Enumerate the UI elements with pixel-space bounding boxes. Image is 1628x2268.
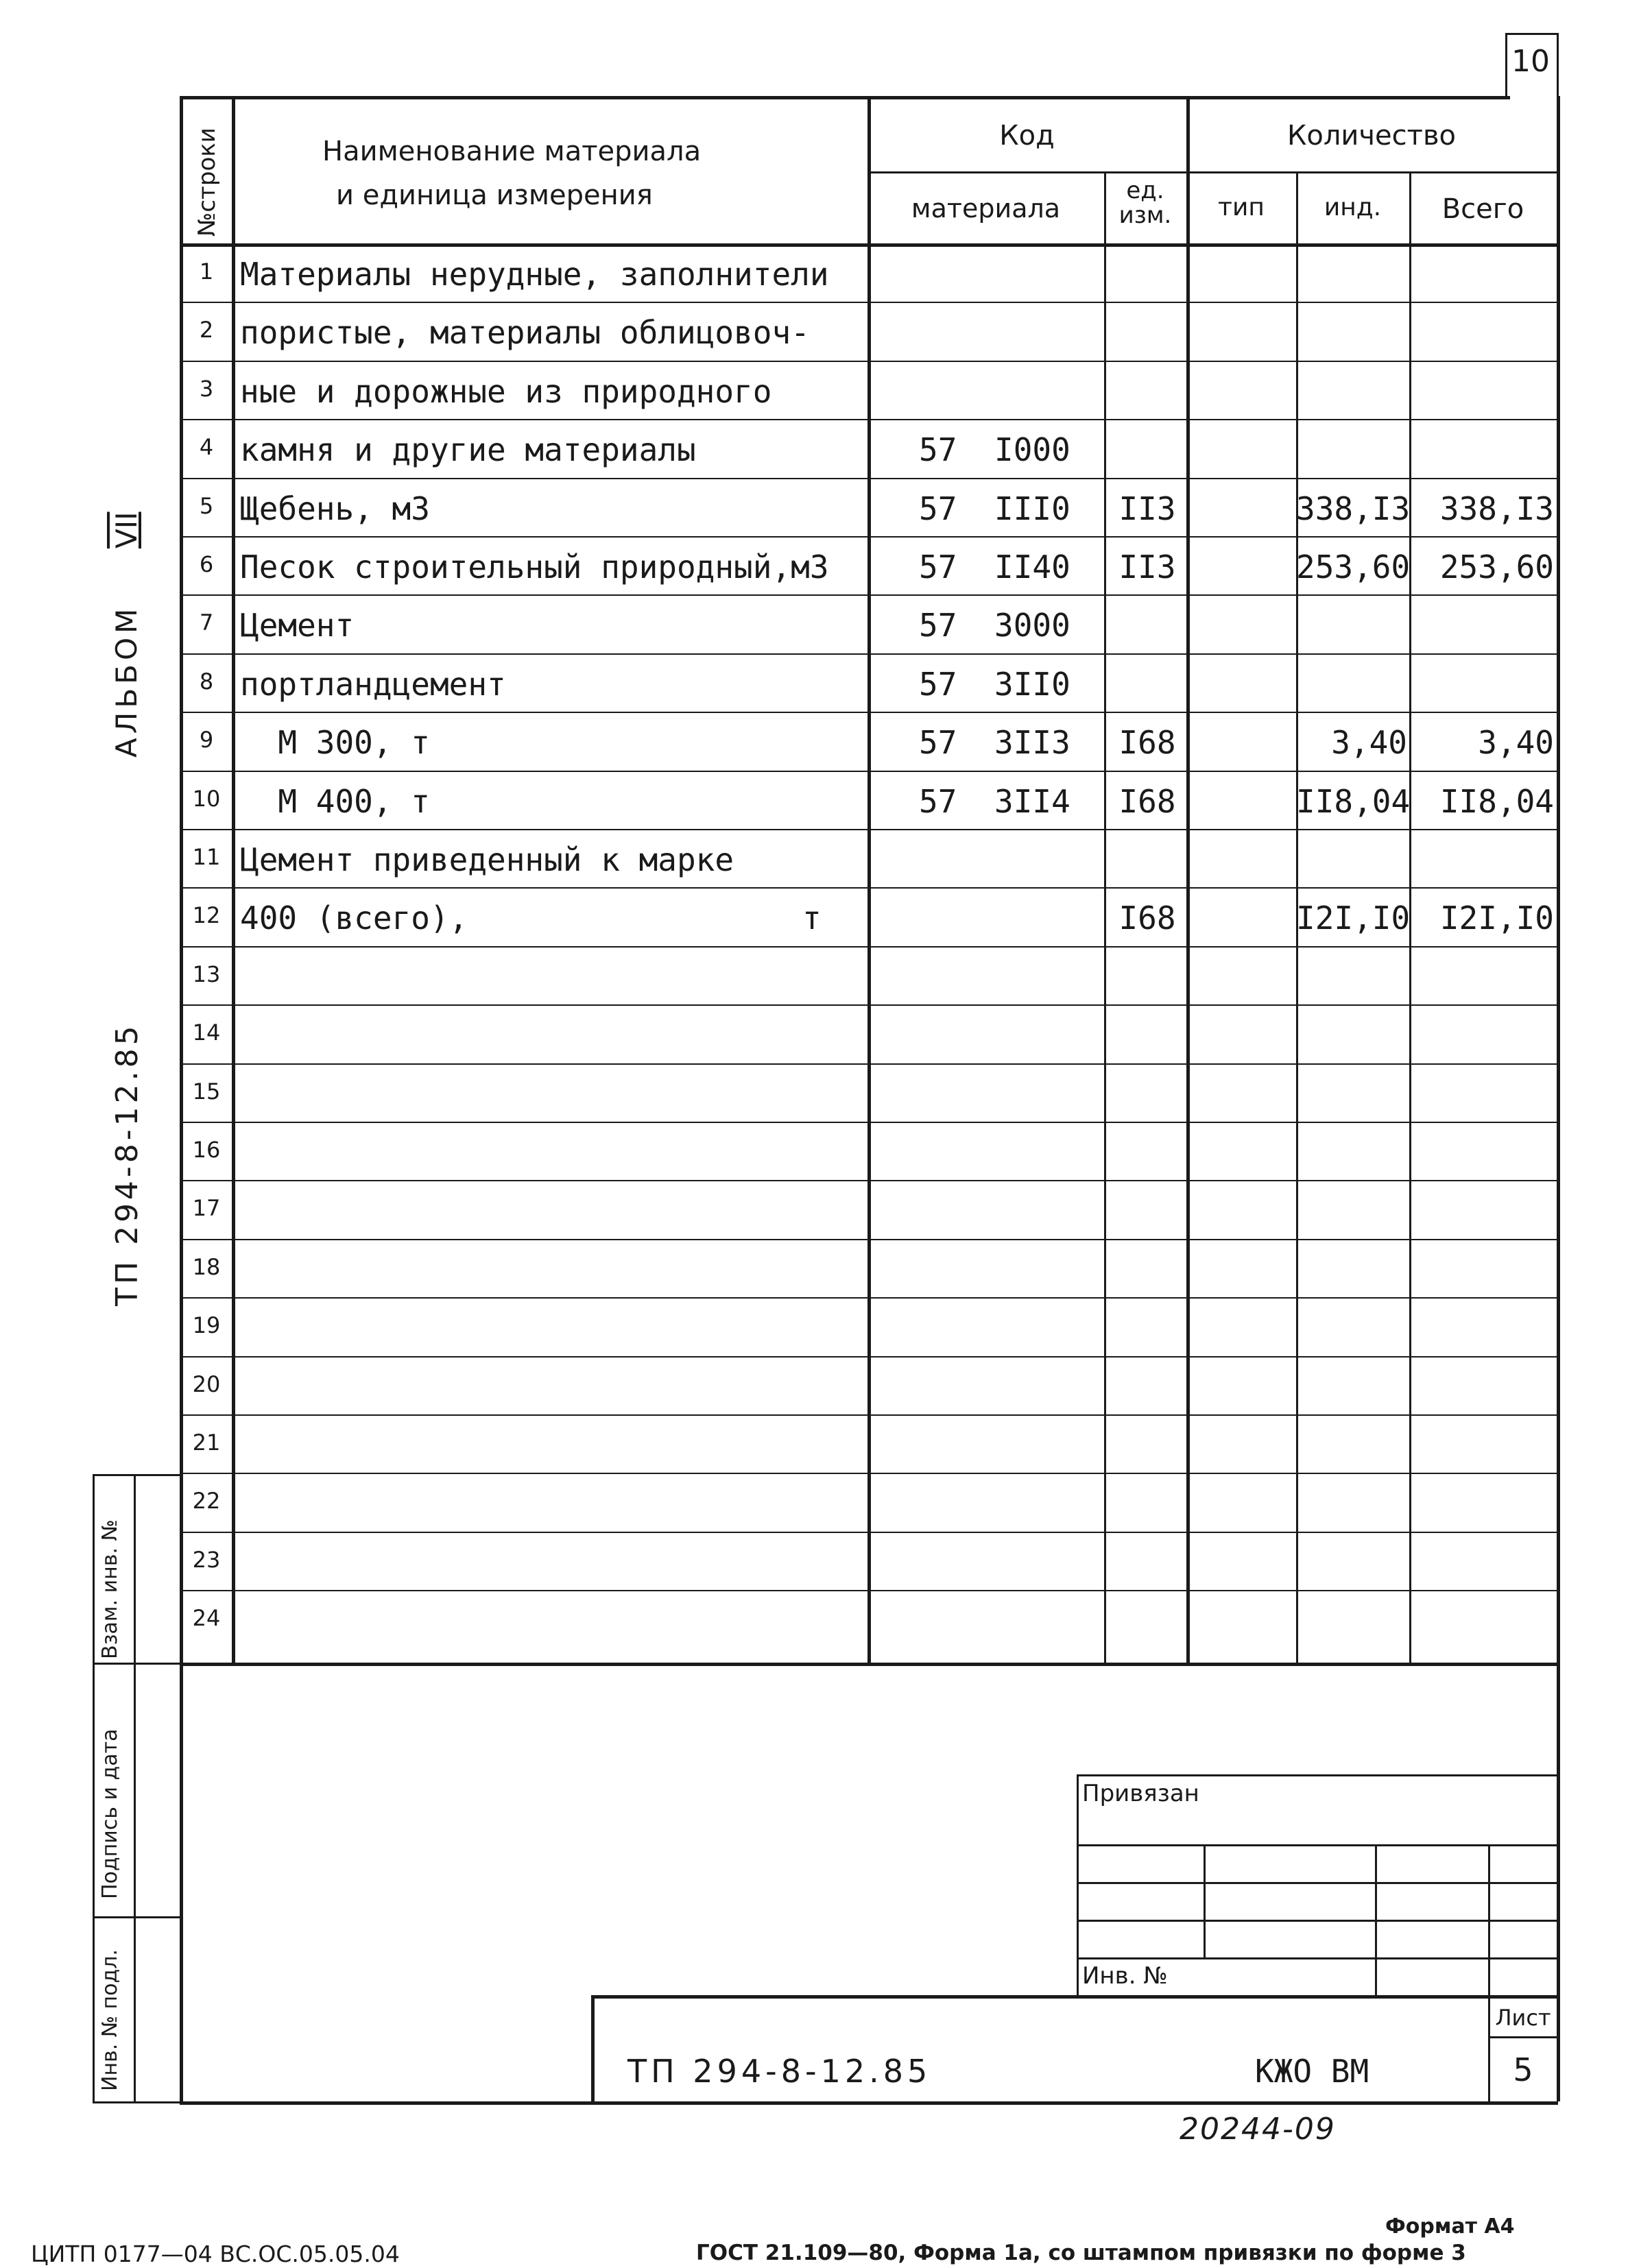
row-name: портландцемент — [240, 666, 506, 703]
row-qty-total: 3,40 — [1478, 724, 1554, 761]
col-rownum-right — [232, 96, 235, 1663]
row-number: 9 — [199, 727, 214, 753]
header-qty-total: Всего — [1441, 193, 1524, 225]
inv-podl-label: Инв. № подл. — [98, 1949, 122, 2091]
row-code-group: 57 — [919, 607, 957, 644]
row-unit: I68 — [1118, 724, 1176, 761]
row-separator — [180, 1297, 1558, 1299]
header-qty-type: тип — [1218, 193, 1265, 221]
frame-bottom — [180, 2101, 1558, 2105]
row-separator — [180, 1473, 1558, 1474]
stamp-vline1 — [1204, 1844, 1206, 1957]
footer-format: Формат А4 — [1385, 2215, 1515, 2239]
row-separator — [180, 1180, 1558, 1181]
row-code-group: 57 — [919, 783, 957, 820]
row-number: 8 — [199, 668, 214, 695]
row-name: камня и другие материалы — [240, 431, 696, 468]
row-number: 4 — [199, 434, 214, 460]
row-separator — [180, 829, 1558, 830]
row-code-material: I000 — [994, 431, 1070, 468]
row-code-material: III0 — [994, 490, 1070, 527]
row-name: пористые, материалы облицовоч- — [240, 314, 810, 351]
row-qty-total: 253,60 — [1439, 548, 1554, 586]
row-name: Материалы нерудные, заполнители — [240, 256, 829, 293]
title-block-top — [591, 1995, 1558, 1999]
row-separator — [180, 361, 1558, 362]
row-code-group: 57 — [919, 666, 957, 703]
stamp-line4 — [1077, 1957, 1557, 1959]
row-separator — [180, 887, 1558, 889]
row-separator — [180, 771, 1558, 772]
row-code-group: 57 — [919, 431, 957, 468]
side-strip-mid — [134, 1474, 136, 2101]
row-number: 15 — [192, 1078, 221, 1105]
podpis-data-label: Подпись и дата — [98, 1728, 122, 1899]
side-tp-code: ТП 294-8-12.85 — [110, 1022, 145, 1306]
frame-top — [180, 96, 1510, 99]
col-name-right — [867, 96, 871, 1663]
handwritten-number: 20244-09 — [1180, 2112, 1336, 2147]
row-code-material: 3II0 — [994, 666, 1070, 703]
row-number: 18 — [192, 1254, 221, 1280]
page-number-box — [1505, 33, 1507, 96]
row-qty-ind: 253,60 — [1296, 548, 1411, 586]
footer-right: ГОСТ 21.109—80, Форма 1а, со штампом привязки по форме 3 — [696, 2241, 1466, 2265]
header-mid-line — [867, 171, 1557, 173]
row-number: 19 — [192, 1312, 221, 1338]
row-name-unit: т — [802, 900, 822, 937]
row-separator — [180, 1532, 1558, 1533]
row-name: ные и дорожные из природного — [240, 373, 772, 410]
header-code-material: материала — [911, 193, 1061, 224]
row-separator — [180, 946, 1558, 948]
stamp-line3 — [1077, 1920, 1557, 1922]
frame-right — [1557, 96, 1560, 2101]
row-separator — [180, 536, 1558, 538]
row-number: 3 — [199, 376, 214, 402]
title-block-left — [591, 1995, 595, 2101]
stamp-sheet: 5 — [1513, 2051, 1533, 2088]
row-number: 12 — [192, 902, 221, 928]
row-qty-ind: II8,04 — [1296, 783, 1411, 820]
row-code-group: 57 — [919, 724, 957, 761]
row-qty-total: II8,04 — [1439, 783, 1554, 820]
row-code-material: II40 — [994, 548, 1070, 586]
row-name: Цемент — [240, 607, 355, 644]
row-name: М 400, т — [240, 783, 430, 820]
row-number: 16 — [192, 1137, 221, 1163]
header-code: Код — [999, 120, 1055, 152]
vzam-inv-label: Взам. инв. № — [98, 1519, 122, 1659]
row-separator — [180, 1063, 1558, 1065]
album-label: АЛЬБОМ — [110, 604, 143, 758]
row-separator — [180, 1122, 1558, 1123]
row-unit: II3 — [1118, 548, 1176, 586]
row-separator — [180, 1239, 1558, 1240]
row-name: М 300, т — [240, 724, 430, 761]
stamp-privyazan: Привязан — [1082, 1780, 1199, 1807]
row-number: 1 — [199, 258, 214, 285]
row-name: 400 (всего), — [240, 900, 468, 937]
row-number: 24 — [192, 1605, 221, 1631]
row-separator — [180, 1356, 1558, 1358]
row-number: 23 — [192, 1547, 221, 1573]
row-unit: I68 — [1118, 783, 1176, 820]
row-separator — [180, 478, 1558, 479]
row-qty-total: I2I,I0 — [1439, 900, 1554, 937]
side-strip-line2 — [93, 1916, 180, 1918]
album-number: VII — [110, 511, 143, 548]
stamp-top — [1077, 1774, 1557, 1776]
header-name-line1: Наименование материала — [322, 136, 702, 167]
row-separator — [180, 1590, 1558, 1591]
stamp-vline2 — [1375, 1844, 1377, 1995]
row-code-material: 3II3 — [994, 724, 1070, 761]
row-separator — [180, 653, 1558, 655]
stamp-line1 — [1077, 1844, 1557, 1846]
page-number-box-right — [1557, 33, 1559, 96]
row-number: 21 — [192, 1429, 221, 1456]
row-qty-ind: I2I,I0 — [1296, 900, 1411, 937]
row-number: 2 — [199, 317, 214, 343]
header-quantity: Количество — [1286, 120, 1456, 152]
row-number: 5 — [199, 493, 214, 519]
row-separator — [180, 419, 1558, 420]
row-unit: II3 — [1118, 490, 1176, 527]
row-number: 10 — [192, 786, 221, 812]
row-separator — [180, 712, 1558, 713]
header-qty-ind: инд. — [1324, 193, 1382, 221]
footer-left: ЦИТП 0177—04 ВС.ОС.05.05.04 — [31, 2241, 400, 2267]
row-number: 11 — [192, 844, 221, 870]
header-name-line2: и единица измерения — [336, 180, 653, 211]
page-number: 10 — [1511, 44, 1550, 79]
header-row-no: №строки — [193, 128, 221, 237]
title-block-list-line — [1488, 2036, 1557, 2038]
row-unit: I68 — [1118, 900, 1176, 937]
page-number-box-top — [1505, 33, 1557, 35]
row-number: 6 — [199, 551, 214, 577]
row-number: 7 — [199, 610, 214, 636]
row-name: Цемент приведенный к марке — [240, 841, 734, 878]
row-number: 17 — [192, 1195, 221, 1221]
row-separator — [180, 302, 1558, 303]
row-number: 20 — [192, 1371, 221, 1397]
row-number: 13 — [192, 961, 221, 987]
stamp-inv-no: Инв. № — [1082, 1962, 1168, 1990]
row-code-group: 57 — [919, 548, 957, 586]
table-bottom-line — [180, 1663, 1558, 1666]
row-name: Щебень, м3 — [240, 490, 430, 527]
side-strip-bottom — [93, 2101, 180, 2103]
row-code-material: 3000 — [994, 607, 1070, 644]
row-qty-total: 338,I3 — [1439, 490, 1554, 527]
row-qty-ind: 3,40 — [1331, 724, 1407, 761]
header-bottom-line — [180, 243, 1558, 247]
stamp-code: ТП 294-8-12.85 — [627, 2053, 932, 2090]
col-unit-right — [1186, 96, 1190, 1663]
row-number: 22 — [192, 1488, 221, 1514]
side-strip-top — [93, 1474, 180, 1476]
stamp-doc: КЖО ВМ — [1255, 2053, 1369, 2090]
row-qty-ind: 338,I3 — [1296, 490, 1411, 527]
row-separator — [180, 1004, 1558, 1006]
row-separator — [180, 1414, 1558, 1416]
header-code-unit: ед. изм. — [1118, 177, 1172, 229]
stamp-list-label: Лист — [1495, 2005, 1551, 2031]
row-code-material: 3II4 — [994, 783, 1070, 820]
stamp-line2 — [1077, 1882, 1557, 1884]
row-number: 14 — [192, 1020, 221, 1046]
row-separator — [180, 594, 1558, 596]
side-strip-line1 — [93, 1663, 180, 1665]
row-code-group: 57 — [919, 490, 957, 527]
stamp-left — [1077, 1774, 1079, 1995]
side-strip-left — [93, 1474, 95, 2101]
row-name: Песок строительный природный,м3 — [240, 548, 829, 586]
col-mat-right — [1104, 171, 1106, 1663]
